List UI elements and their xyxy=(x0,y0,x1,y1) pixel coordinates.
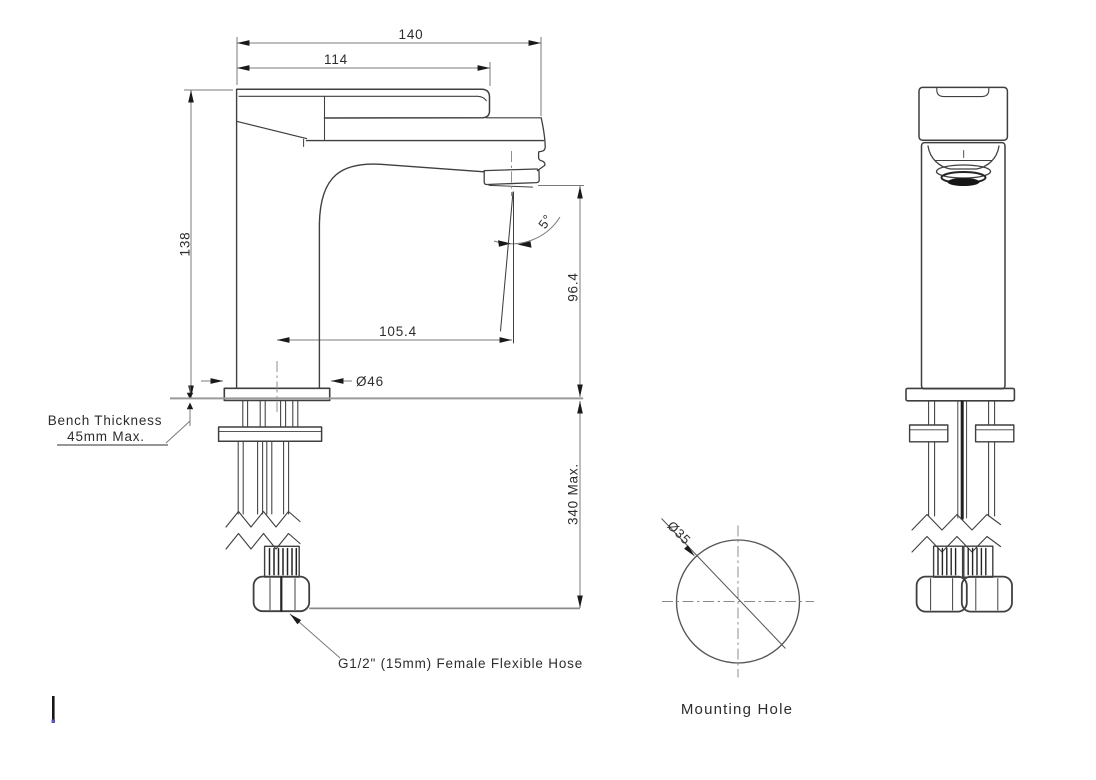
hose-hex-nut-right xyxy=(962,577,1012,612)
hose-note-label: G1/2" (15mm) Female Flexible Hose xyxy=(338,656,584,671)
mounting-nut-left xyxy=(910,425,948,442)
base-plate-side xyxy=(906,388,1014,400)
side-view xyxy=(906,87,1014,611)
dim-96-4-label: 96.4 xyxy=(565,272,581,302)
faucet-front-outline xyxy=(224,89,545,412)
bench-thickness-note xyxy=(48,413,168,445)
dim-diameter-35-label: Ø35 xyxy=(664,517,695,548)
handle-side xyxy=(919,87,1007,140)
front-view xyxy=(48,27,584,671)
dim-angle-label: 5° xyxy=(535,211,556,232)
mounting-hole-view xyxy=(662,518,815,718)
text-cursor xyxy=(52,696,56,723)
dim-138-label: 138 xyxy=(177,231,193,257)
break-line xyxy=(912,515,1001,531)
mounting-nut-right xyxy=(976,425,1014,442)
faucet-front-underbench xyxy=(219,401,322,611)
dim-diameter-46-label: Ø46 xyxy=(356,374,384,389)
mounting-hole-caption: Mounting Hole xyxy=(680,701,794,718)
aerator-face xyxy=(948,178,980,186)
bench-thickness-note-line2: 45mm Max. xyxy=(67,429,145,444)
dim-114-label: 114 xyxy=(324,52,348,67)
dim-340-max-label: 340 Max. xyxy=(565,463,581,525)
bench-thickness-note-line1: Bench Thickness xyxy=(47,413,163,428)
dim-140-label: 140 xyxy=(398,27,424,42)
front-view-dimensions xyxy=(166,37,584,658)
dim-105-4-label: 105.4 xyxy=(379,324,417,339)
hose-hex-nut-left xyxy=(917,577,967,612)
